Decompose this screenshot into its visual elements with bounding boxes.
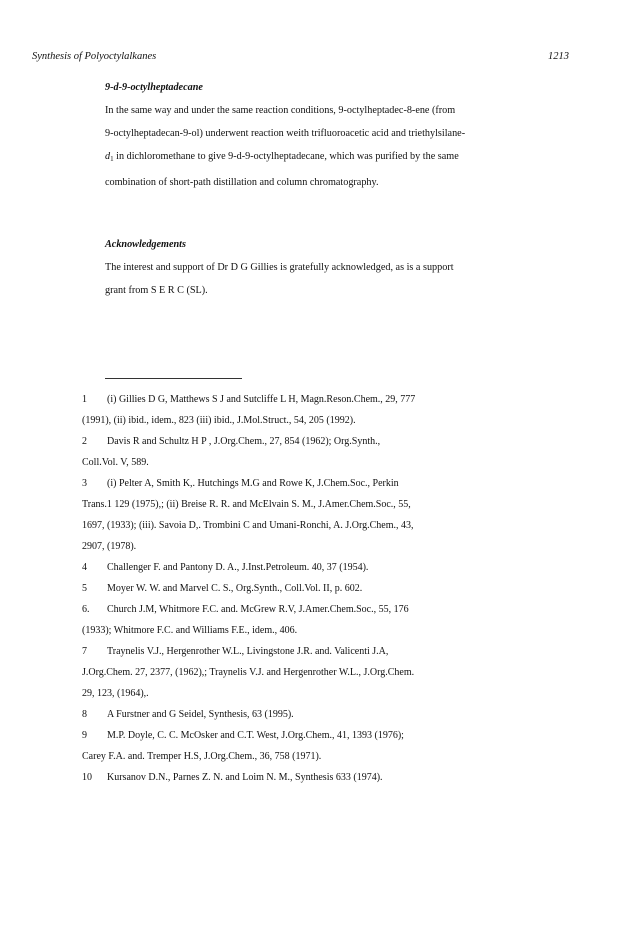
reference-line (82, 410, 552, 431)
reference-text: Moyer W. W. and Marvel C. S., Org.Synth., Coll.Vol. II, p. 602. (107, 583, 363, 594)
section-heading: 9-d-9-octylheptadecane (105, 82, 203, 93)
reference-text: (1991), (ii) ibid., idem., 823 (iii) ibid., J.Mol.Struct., 54, 205 (1992). (82, 415, 356, 426)
footnote-divider (105, 378, 242, 379)
reference-text: 29, 123, (1964),. (82, 688, 149, 699)
reference-line (82, 536, 552, 557)
reference-text: M.P. Doyle, C. C. McOsker and C.T. West, J.Org.Chem., 41, 1393 (1976); (107, 730, 404, 741)
reference-line (82, 662, 552, 683)
reference-entry (82, 641, 552, 704)
running-title: Synthesis of Polyoctylalkanes (32, 51, 157, 62)
reference-line (82, 683, 552, 704)
reference-entry (82, 725, 552, 767)
reference-number: 9 (82, 730, 87, 741)
reference-line (82, 620, 552, 641)
reference-text: Challenger F. and Pantony D. A., J.Inst.Petroleum. 40, 37 (1954). (107, 562, 369, 573)
reference-text: Carey F.A. and. Tremper H.S, J.Org.Chem., 36, 758 (1971). (82, 751, 322, 762)
reference-entry (82, 599, 552, 641)
reference-number: 3 (82, 478, 87, 489)
reference-number: 6. (82, 604, 90, 615)
reference-text: (i) Pelter A, Smith K,. Hutchings M.G and Rowe K, J.Chem.Soc., Perkin (107, 478, 399, 489)
reference-number: 10 (82, 772, 92, 783)
reference-entry (82, 431, 552, 473)
reference-number: 8 (82, 709, 87, 720)
reference-list (82, 389, 552, 788)
reference-text: Kursanov D.N., Parnes Z. N. and Loim N. M., Synthesis 633 (1974). (107, 772, 383, 783)
reference-line (82, 725, 552, 746)
reference-line (82, 767, 552, 788)
paragraph-line: In the same way and under the same reaction conditions, 9-octylheptadec-8-ene (from (105, 105, 456, 116)
reference-text: 1697, (1933); (iii). Savoia D,. Trombini C and Umani-Ronchi, A. J.Org.Chem., 43, (82, 520, 414, 531)
reference-text: Trans.1 129 (1975),; (ii) Breise R. R. and McElvain S. M., J.Amer.Chem.Soc., 55, (82, 499, 411, 510)
reference-text: Church J.M, Whitmore F.C. and. McGrew R.V, J.Amer.Chem.Soc., 55, 176 (107, 604, 409, 615)
reference-line (82, 515, 552, 536)
reference-line (82, 704, 552, 725)
reference-entry (82, 767, 552, 788)
reference-text: (1933); Whitmore F.C. and Williams F.E., idem., 406. (82, 625, 298, 636)
reference-number: 1 (82, 394, 87, 405)
reference-line (82, 494, 552, 515)
paragraph-line: 9-octylheptadecan-9-ol) underwent reaction weith trifluoroacetic acid and triethylsilane- (105, 128, 466, 139)
reference-line (82, 452, 552, 473)
reference-entry (82, 473, 552, 557)
reference-line (82, 557, 552, 578)
reference-line (82, 473, 552, 494)
reference-text: Davis R and Schultz H P , J.Org.Chem., 27, 854 (1962); Org.Synth., (107, 436, 381, 447)
paragraph-line: combination of short-path distillation and column chromatography. (105, 177, 379, 188)
section-acknowledgements (105, 233, 555, 302)
reference-text: A Furstner and G Seidel, Synthesis, 63 (1995). (107, 709, 294, 720)
paragraph-line: The interest and support of Dr D G Gillies is gratefully acknowledged, as is a support (105, 262, 454, 273)
reference-text: 2907, (1978). (82, 541, 137, 552)
reference-line (82, 578, 552, 599)
reference-text: J.Org.Chem. 27, 2377, (1962),; Traynelis V.J. and Hergenrother W.L., J.Org.Chem. (82, 667, 415, 678)
reference-line (82, 599, 552, 620)
reference-line (82, 431, 552, 452)
section-heading: Acknowledgements (105, 239, 186, 250)
reference-text: Traynelis V.J., Hergenrother W.L., Livingstone J.R. and. Valicenti J.A, (107, 646, 389, 657)
running-head (32, 51, 569, 62)
reference-text: (i) Gillies D G, Matthews S J and Sutcliffe L H, Magn.Reson.Chem., 29, 777 (107, 394, 416, 405)
reference-number: 2 (82, 436, 87, 447)
paragraph-line: $d_1$ in dichloromethane to give 9-d-9-octylheptadecane, which was purified by the same (105, 151, 459, 163)
reference-line (82, 389, 552, 410)
reference-entry (82, 704, 552, 725)
page-number: 1213 (548, 51, 569, 62)
reference-number: 7 (82, 646, 87, 657)
paragraph-line: grant from S E R C (SL). (105, 285, 208, 296)
reference-number: 5 (82, 583, 87, 594)
reference-entry (82, 557, 552, 578)
reference-entry (82, 389, 552, 431)
reference-line (82, 746, 552, 767)
reference-text: Coll.Vol. V, 589. (82, 457, 149, 468)
reference-line (82, 641, 552, 662)
reference-entry (82, 578, 552, 599)
reference-number: 4 (82, 562, 87, 573)
section-9-d-9-octylheptadecane (105, 76, 555, 194)
